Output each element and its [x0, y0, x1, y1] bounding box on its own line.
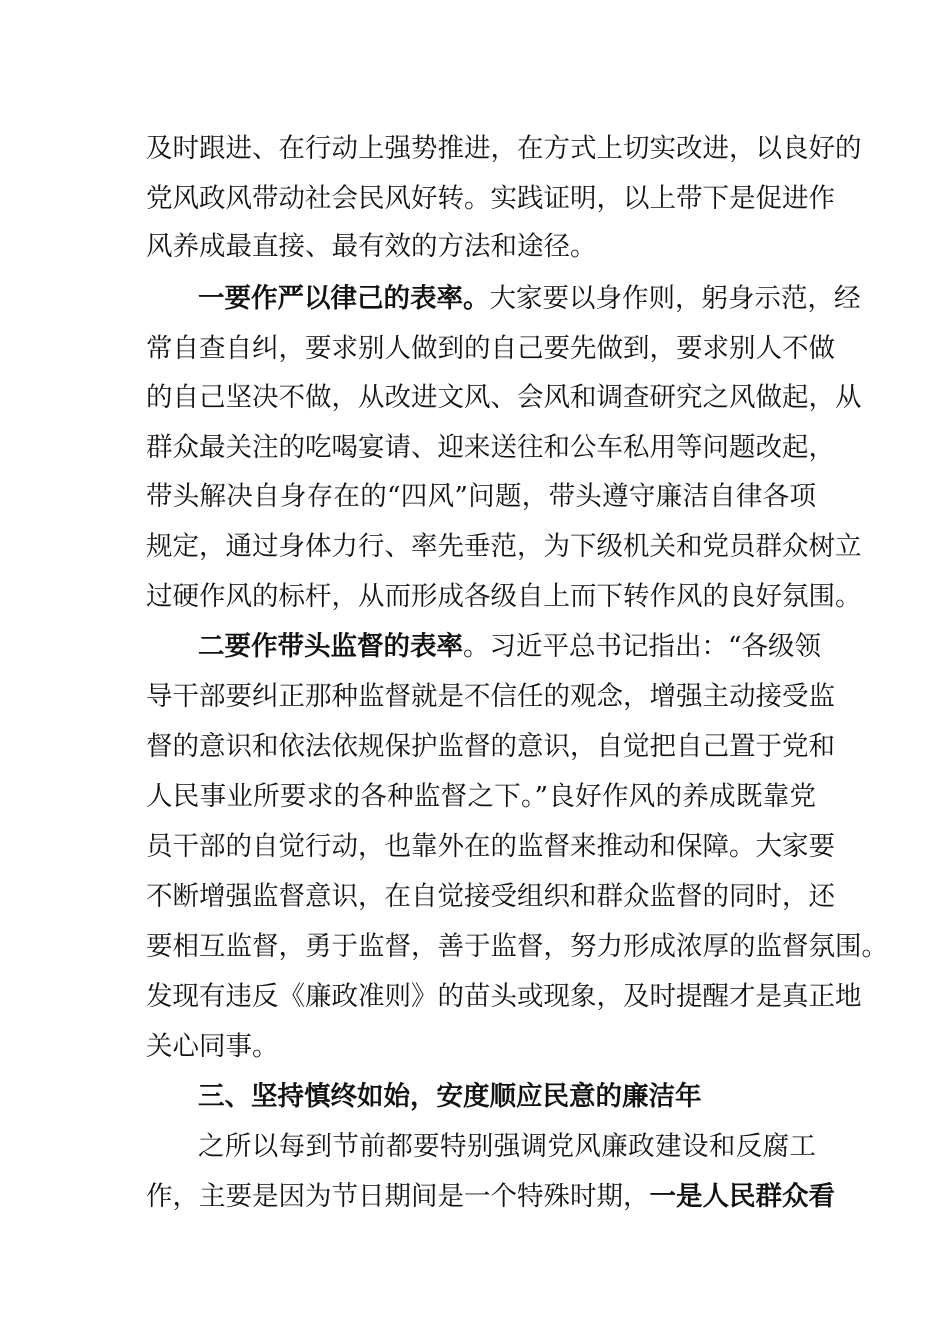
paragraph-line: 及时跟进、在行动上强势推进，在方式上切实改进，以良好的 — [146, 133, 862, 164]
paragraph-line: 过硬作风的标杆，从而形成各级自上而下转作风的良好氛围。 — [146, 581, 862, 612]
paragraph-line: 一要作严以律己的表率。大家要以身作则，躬身示范，经 — [198, 283, 861, 314]
paragraph-line: 督的意识和依法依规保护监督的意识，自觉把自己置于党和 — [146, 731, 835, 762]
paragraph-line: 导干部要纠正那种监督就是不信任的观念，增强主动接受监 — [146, 681, 835, 712]
paragraph-line: 风养成最直接、最有效的方法和途径。 — [146, 231, 597, 262]
bold-lead: 二要作带头监督的表率 — [198, 631, 463, 662]
paragraph-line: 常自查自纠，要求别人做到的自己要先做到，要求别人不做 — [146, 333, 835, 364]
bold-phrase: 一是人民群众看 — [649, 1181, 835, 1212]
paragraph-line: 群众最关注的吃喝宴请、迎来送往和公车私用等问题改起， — [146, 432, 835, 463]
paragraph-line: 党风政风带动社会民风好转。实践证明，以上带下是促进作 — [146, 183, 835, 214]
paragraph-line: 要相互监督，勇于监督，善于监督，努力形成浓厚的监督氛围。 — [146, 931, 888, 962]
paragraph-line: 二要作带头监督的表率。习近平总书记指出：“各级领 — [198, 631, 822, 662]
paragraph-line: 员干部的自觉行动，也靠外在的监督来推动和保障。大家要 — [146, 831, 835, 862]
paragraph-line: 不断增强监督意识，在自觉接受组织和群众监督的同时，还 — [146, 881, 835, 912]
section-heading: 三、坚持慎终如始，安度顺应民意的廉洁年 — [198, 1081, 702, 1112]
bold-lead: 一要作严以律己的表率。 — [198, 283, 490, 314]
paragraph-line: 发现有违反《廉政准则》的苗头或现象，及时提醒才是真正地 — [146, 981, 862, 1012]
paragraph-line: 带头解决自身存在的“四风”问题，带头遵守廉洁自律各项 — [146, 481, 816, 512]
paragraph-line: 之所以每到节前都要特别强调党风廉政建设和反腐工 — [198, 1131, 816, 1162]
paragraph-line: 人民事业所要求的各种监督之下。”良好作风的养成既靠党 — [146, 781, 816, 812]
paragraph-line: 规定，通过身体力行、率先垂范，为下级机关和党员群众树立 — [146, 531, 862, 562]
paragraph-line: 的自己坚决不做，从改进文风、会风和调查研究之风做起，从 — [146, 382, 862, 413]
paragraph-line: 关心同事。 — [146, 1031, 279, 1062]
paragraph-line: 作，主要是因为节日期间是一个特殊时期，一是人民群众看 — [146, 1181, 835, 1212]
